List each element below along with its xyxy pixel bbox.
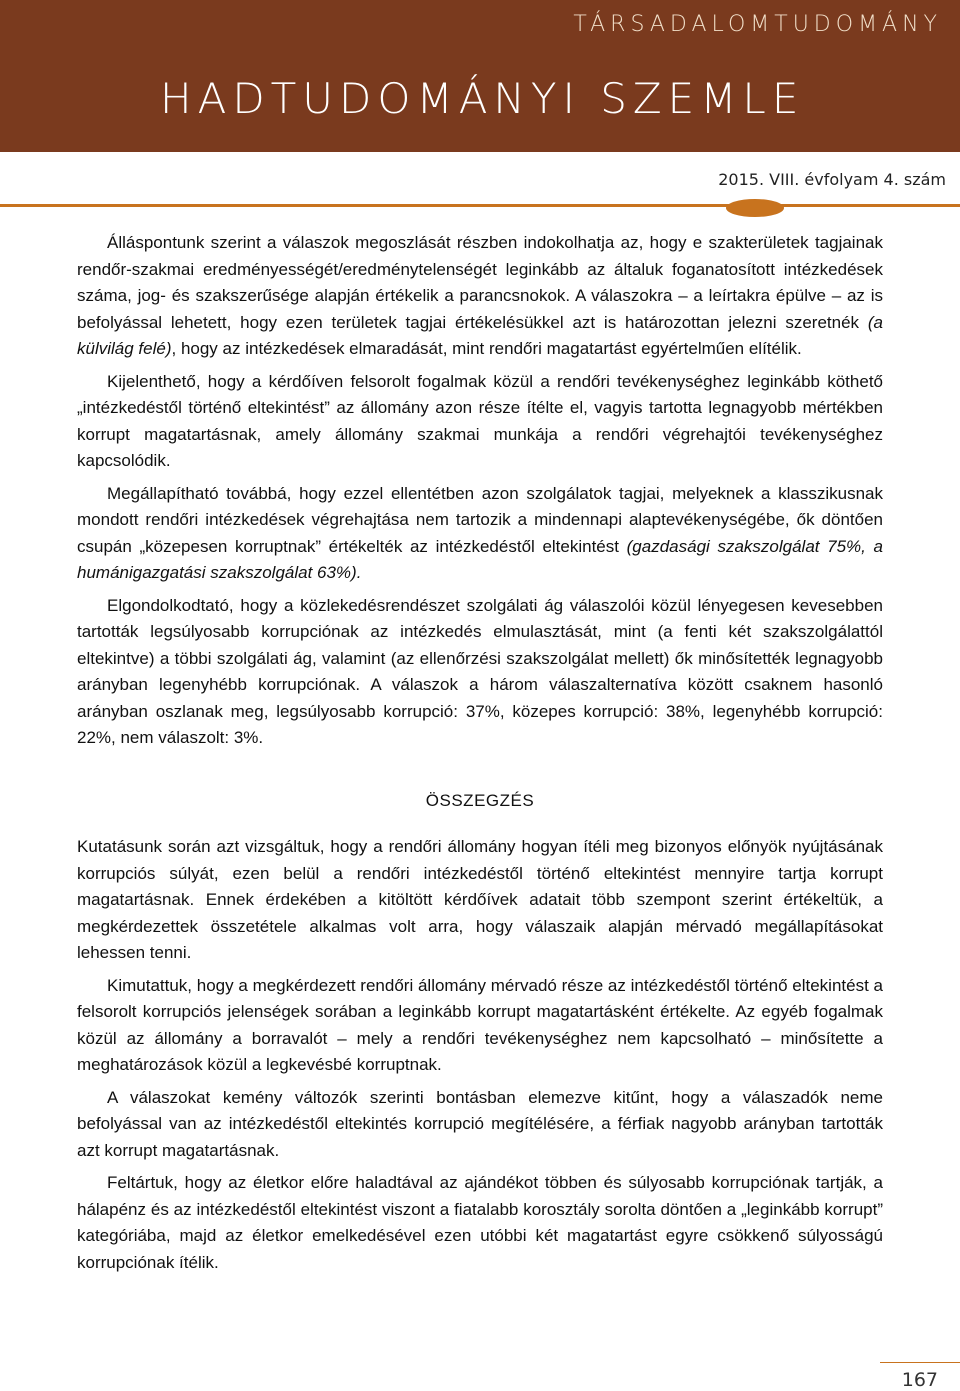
- paragraph: Kutatásunk során azt vizsgáltuk, hogy a rendőri állomány hogyan ítéli meg bizonyos előnyök nyújtásának korrupciós súlyát, ezen belül a rendőri intézkedéstől történő eltekintést mennyire tartja korrupt magatartásnak. Ennek érdekében a kitöltött kérdőívek adatait több szempont szerint értékeltük, a megkérdezettek összetétele alkalmas volt arra, hogy válaszaik alapján mérvadó megállapításokat lehessen tenni.: [77, 837, 883, 962]
- paragraph: Kijelenthető, hogy a kérdőíven felsorolt fogalmak közül a rendőri tevékenységhez leginkább köthető „intézkedéstől történő eltekintést” az állomány azon része ítélte el, vagyis tartotta legnagyobb mértékben korrupt magatartásnak, amely állomány szakmai munkája a rendőri végrehajtói tevékenységhez kapcsolódik.: [77, 371, 883, 470]
- paragraph-text: Megállapítható továbbá, hogy ezzel ellentétben azon szolgálatok tagjai, melyeknek a klasszikusnak mondott rendőri intézkedések végrehajtása nem tartozik a mindennapi alaptevékenységébe, ők döntően csupán „közepesen korruptnak” értékelték az intézkedéstől eltekintést: [77, 483, 883, 556]
- section-heading: ÖSSZEGZÉS: [425, 790, 535, 810]
- paragraph-text: Álláspontunk szerint a válaszok megoszlását részben indokolhatja az, hogy e szakterületek tagjainak rendőr-szakmai eredményességét/eredménytelenségét leginkább az általuk foganatosított intézkedések száma, jog- és szakszerűsége alapján értékelik a parancsnokok. A válaszokra – a leírtakra épülve – az is befolyással lehetett, hogy ezen területek tagjai értékelésükkel azt is határozottan jelezni szeretnék: [77, 233, 883, 332]
- paragraph-italic: (a külvilág felé): [77, 312, 883, 358]
- footer-rule: [880, 1362, 960, 1363]
- paragraph: Feltártuk, hogy az életkor előre haladtával az ajándékot többen és súlyosabb korrupciónak tartják, a hálapénz és az intézkedéstől eltekintést viszont a fiatalabb korosztály sorolta döntően a „leginkább korrupt” kategóriába, majd az életkor emelkedésével ezen utóbbi két magatartást egyre csökkenő súlyosságú korrupciónak ítélik.: [77, 1173, 883, 1272]
- page-number: 167: [901, 1369, 938, 1391]
- paragraph: Kimutattuk, hogy a megkérdezett rendőri állomány mérvadó része az intézkedéstől történő eltekintést a felsorolt korrupciós jelenségek sorában a leginkább korrupt magatartásként értékelte. Az egyéb fogalmak közül az állomány a borravalót – mely a rendőri tevékenységhez nem kapcsolható – minősítette a meghatározások közül a legkevésbé korruptnak.: [77, 975, 883, 1074]
- journal-title: HADTUDOMÁNYI SZEMLE: [160, 74, 805, 123]
- header-rule: [0, 204, 960, 207]
- paragraph-text: , hogy az intézkedések elmaradását, mint rendőri magatartást egyértelműen elítélik.: [171, 339, 802, 358]
- paragraph: A válaszokat kemény változók szerinti bontásban elemezve kitűnt, hogy a válaszadók neme befolyással van az intézkedéstől eltekintés korrupció megítélésére, a férfiak nagyobb arányban tartották azt korrupt magatartásnak.: [77, 1087, 883, 1160]
- paragraph: [77, 481, 883, 587]
- section-label: TÁRSADALOMTUDOMÁNY: [573, 12, 942, 37]
- paragraph: [77, 230, 883, 363]
- article-body: [77, 230, 883, 1282]
- header-banner: [0, 0, 960, 152]
- header-ornament: [726, 199, 784, 217]
- paragraph-italic: (gazdasági szakszolgálat 75%, a humánigazgatási szakszolgálat 63%).: [77, 536, 883, 582]
- paragraph: Elgondolkodtató, hogy a közlekedésrendészet szolgálati ág válaszolói közül lényegesen kevesebben tartották legsúlyosabb korrupciónak az intézkedés elmulasztását, mint (a fenti két szakszolgálattól eltekintve) a többi szolgálati ág, valamint (az ellenőrzési szakszolgálat mellett) ők minősítették legnagyobb arányban legenyhébb korrupciónak. A válaszok a három válaszalternatíva között csaknem hasonló arányban oszlanak meg, legsúlyosabb korrupció: 37%, közepes korrupció: 38%, legenyhébb korrupció: 22%, nem válaszolt: 3%.: [77, 595, 883, 747]
- issue-info: 2015. VIII. évfolyam 4. szám: [718, 170, 946, 189]
